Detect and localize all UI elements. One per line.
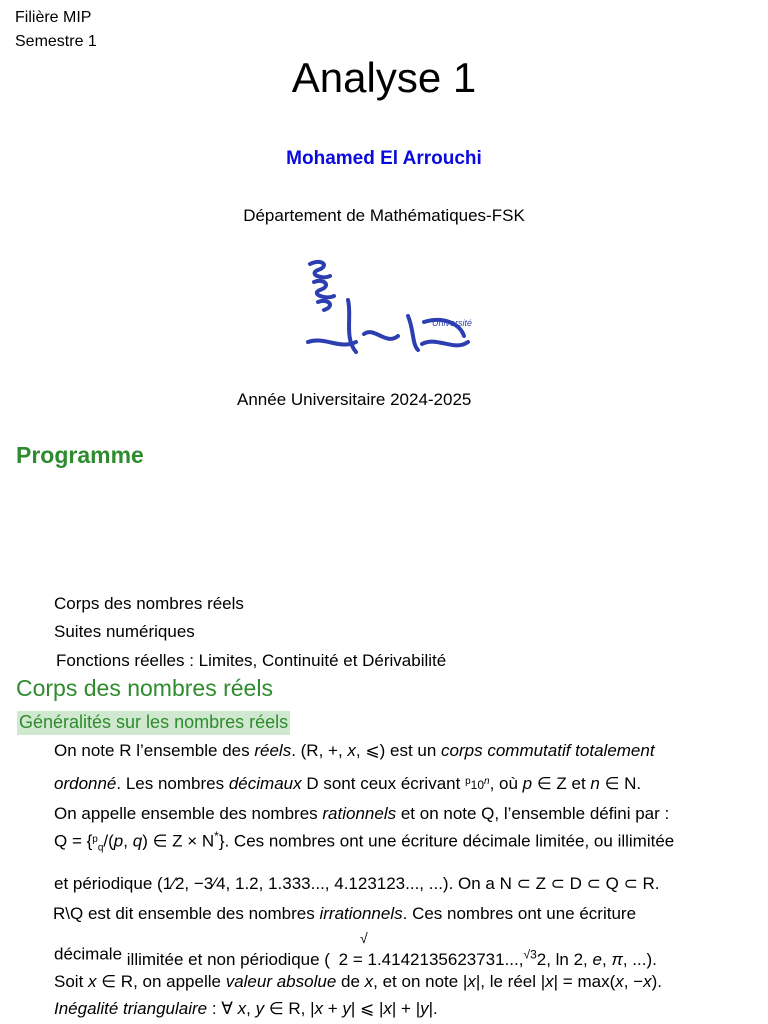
paragraph-line: et périodique (1⁄2, −3⁄4, 1.2, 1.333..., 4.123123..., ...). On a N ⊂ Z ⊂ D ⊂ Q ⊂ R.	[54, 874, 660, 893]
paragraph-line: Soit x ∈ R, on appelle valeur absolue de x, et on note |x|, le réel |x| = max(x, −x).	[54, 972, 663, 991]
academic-year: Année Universitaire 2024-2025	[237, 390, 472, 409]
paragraph-line: Q = {$^p_q$/(p, q) ∈ Z × N*}. Ces nombres ont une écriture décimale limitée, ou illimitée	[54, 829, 675, 854]
university-logo-graphic	[304, 256, 472, 360]
subsection-heading: Généralités sur les nombres réels	[17, 711, 290, 735]
page-title: Analyse 1	[291, 54, 477, 101]
programme-item: Fonctions réelles : Limites, Continuité et Dérivabilité	[56, 651, 447, 670]
svg-text:Université: Université	[432, 318, 472, 328]
paragraph-line: décimale illimitée et non périodique ( 2 = 1.4142135623731...,$^{√3}$2, ln 2, e, π, ...).	[54, 944, 657, 969]
university-logo	[304, 256, 472, 360]
paragraph-line: Inégalité triangulaire : ∀ x, y ∈ R, |x + y| ⩽ |x| + |y|.	[54, 999, 438, 1018]
header-semestre: Semestre 1	[15, 33, 97, 50]
paragraph-line: On appelle ensemble des nombres rationnels et on note Q, l’ensemble défini par :	[54, 804, 670, 823]
sqrt-symbol: √	[360, 930, 368, 946]
section-heading: Corps des nombres réels	[16, 675, 273, 701]
programme-heading: Programme	[16, 442, 144, 468]
author-name: Mohamed El Arrouchi	[286, 148, 482, 169]
header-filiere: Filière MIP	[15, 9, 92, 26]
paragraph-line: ordonné. Les nombres décimaux D sont ceux écrivant $^p$10$^n$, où p ∈ Z et n ∈ N.	[54, 774, 642, 793]
department-name: Département de Mathématiques-FSK	[243, 206, 525, 225]
programme-item: Suites numériques	[54, 622, 195, 641]
paragraph-line: On note R l’ensemble des réels. (R, +, x, ⩽) est un corps commutatif totalement	[54, 741, 655, 760]
paragraph-line: R\Q est dit ensemble des nombres irrationnels. Ces nombres ont une écriture	[53, 904, 637, 923]
programme-item: Corps des nombres réels	[54, 594, 244, 613]
